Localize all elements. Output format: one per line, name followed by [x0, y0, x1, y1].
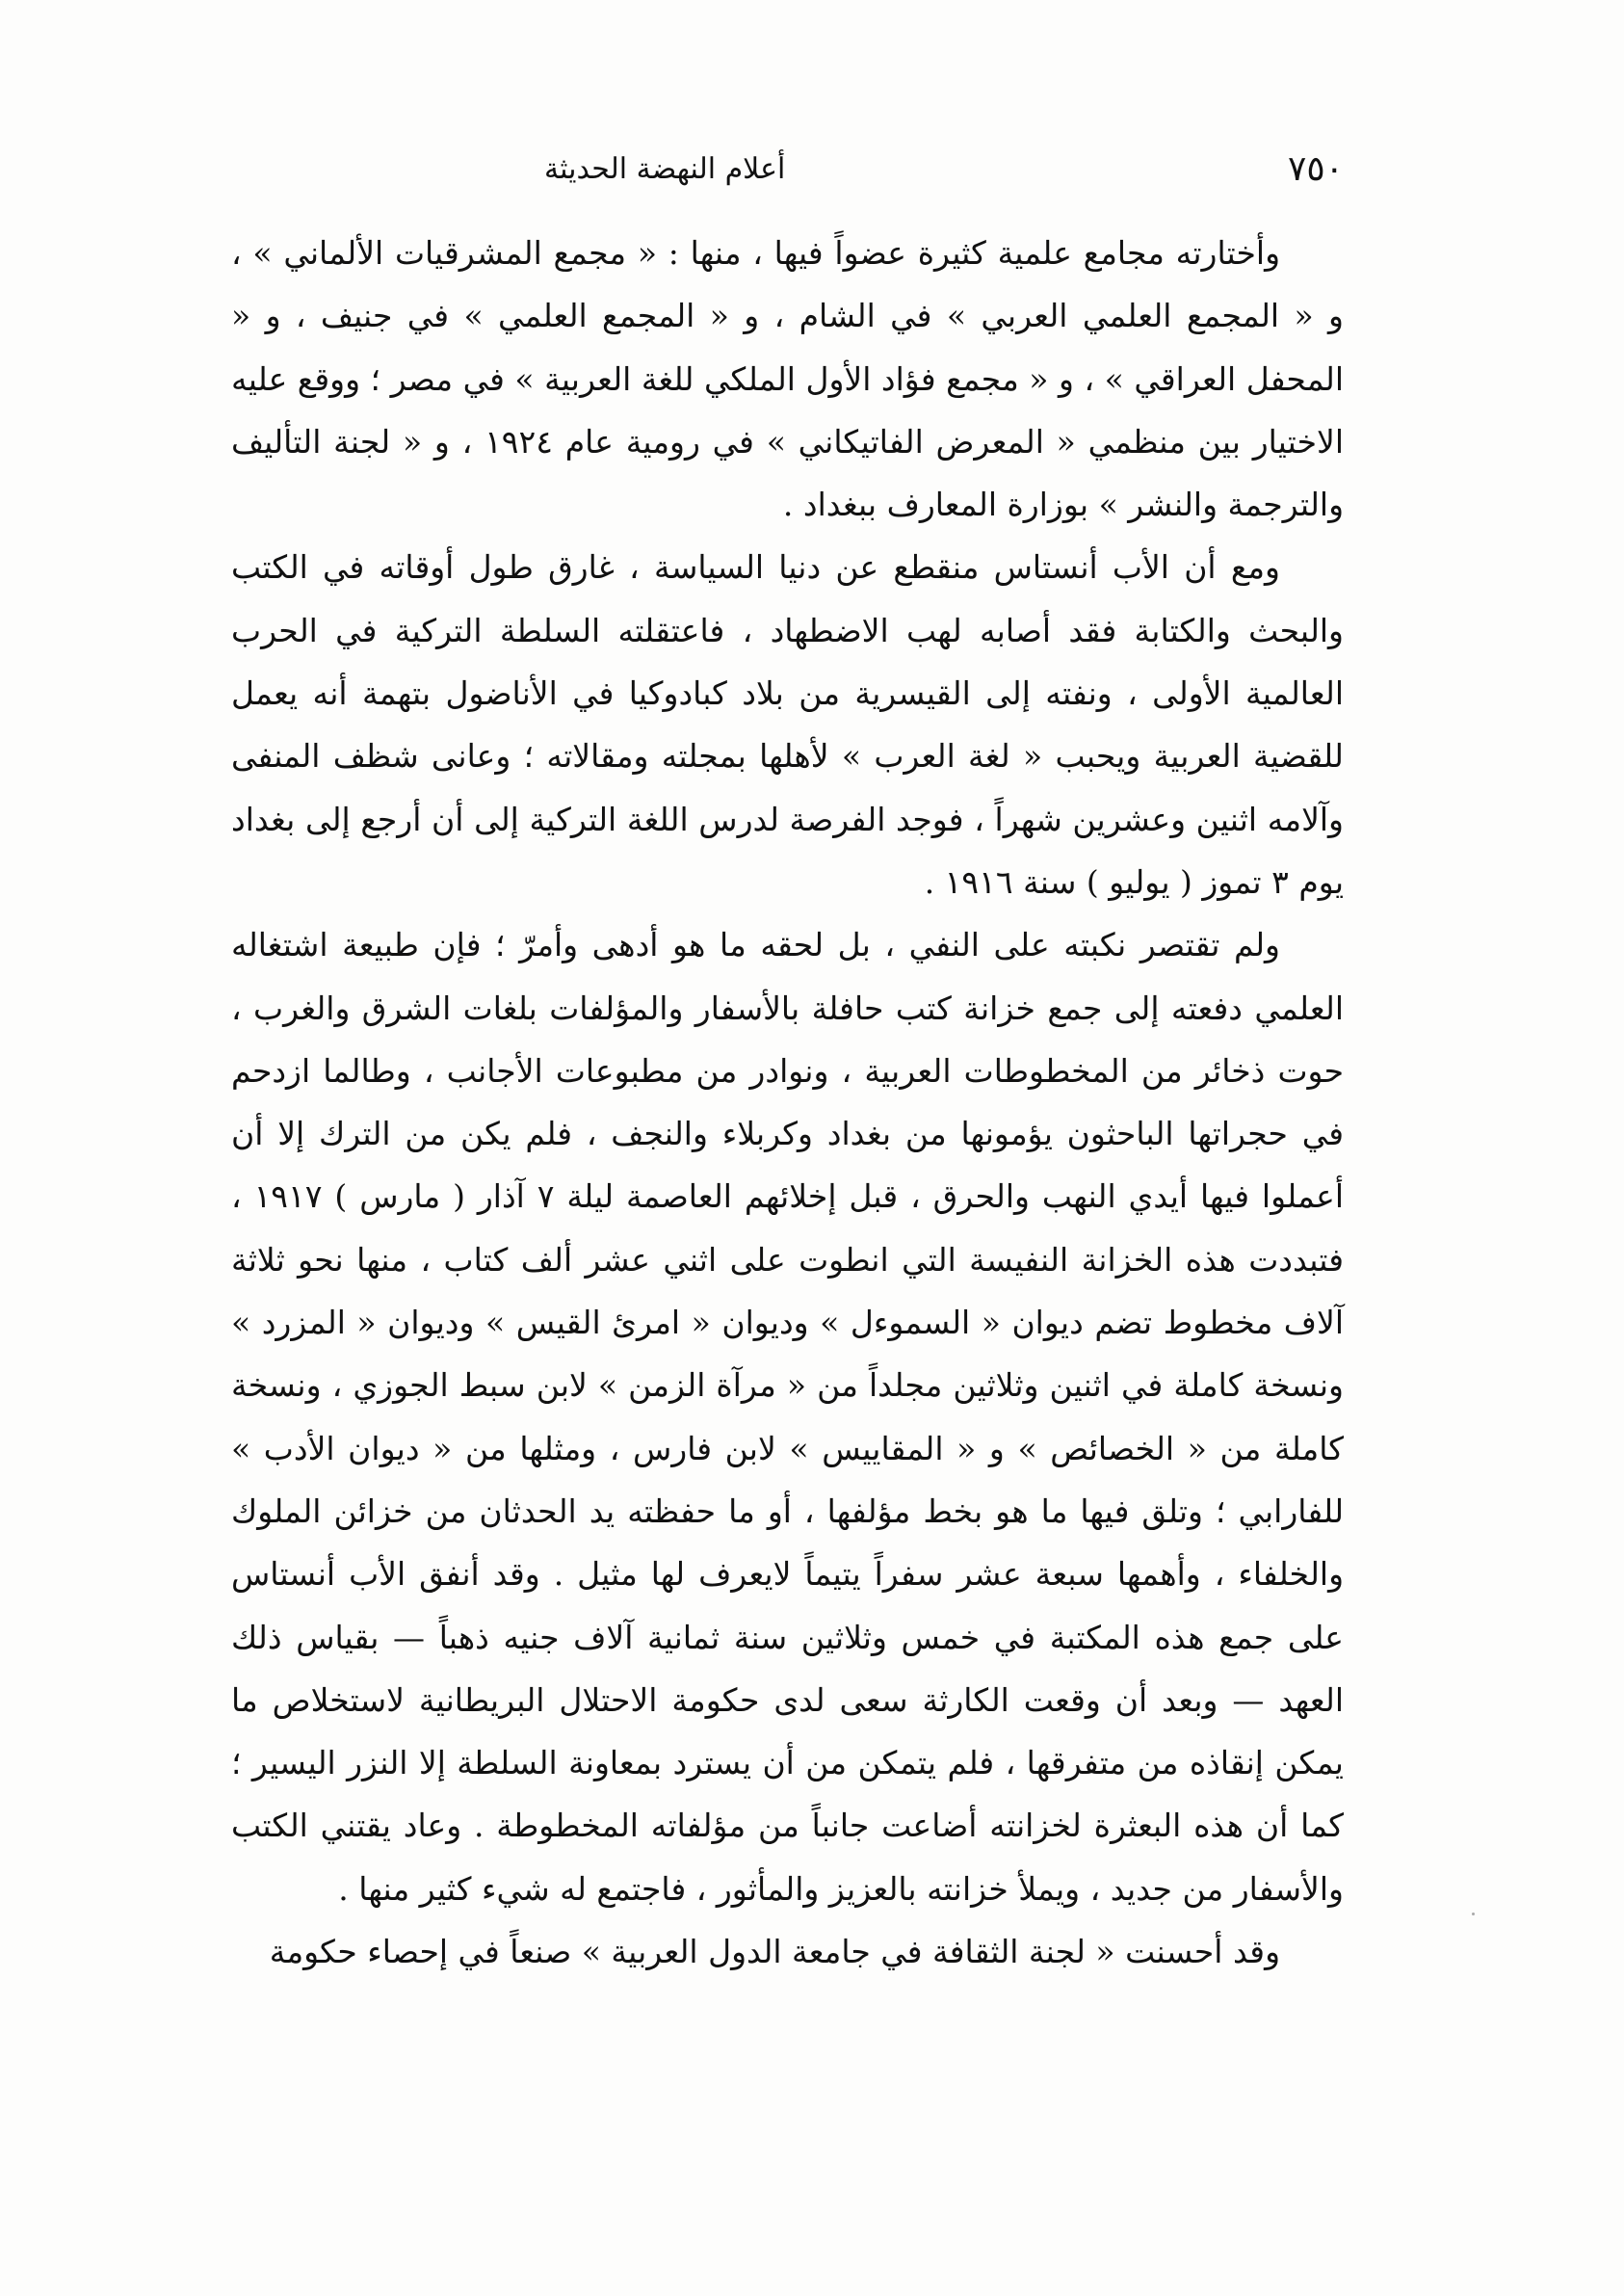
body-text — [231, 222, 1344, 1983]
paragraph-library: ولم تقتصر نكبته على النفي ، بل لحقه ما هو أدهى وأمرّ ؛ فإن طبيعة اشتغاله العلمي دفعته إلى جمع خزانة كتب حافلة بالأسفار والمؤلفات بلغات الشرق والغرب ، حوت ذخائر من المخطوطات العربية ، ونوادر من مطبوعات الأجانب ، وطالما ازدحم في حجراتها الباحثون يؤمونها من بغداد وكربلاء والنجف ، فلم يكن من الترك إلا أن أعملوا فيها أيدي النهب والحرق ، قبل إخلائهم العاصمة ليلة ٧ آذار ( مارس ) ١٩١٧ ، فتبددت هذه الخزانة النفيسة التي انطوت على اثني عشر ألف كتاب ، منها نحو ثلاثة آلاف مخطوط تضم ديوان « السموءل » وديوان « امرئ القيس » وديوان « المزرد » ونسخة كاملة في اثنين وثلاثين مجلداً من « مرآة الزمن » لابن سبط الجوزي ، ونسخة كاملة من « الخصائص » و « المقاييس » لابن فارس ، ومثلها من « ديوان الأدب » للفارابي ؛ وتلق فيها ما هو بخط مؤلفها ، أو ما حفظته يد الحدثان من خزائن الملوك والخلفاء ، وأهمها سبعة عشر سفراً يتيماً لايعرف لها مثيل . وقد أنفق الأب أنستاس على جمع هذه المكتبة في خمس وثلاثين سنة ثمانية آلاف جنيه ذهباً — بقياس ذلك العهد — وبعد أن وقعت الكارثة سعى لدى حكومة الاحتلال البريطانية لاستخلاص ما يمكن إنقاذه من متفرقها ، فلم يتمكن من أن يسترد بمعاونة السلطة إلا النزر اليسير ؛ كما أن هذه البعثرة لخزانته أضاعت جانباً من مؤلفاته المخطوطة . وعاد يقتني الكتب والأسفار من جديد ، ويملأ خزانته بالعزيز والمأثور ، فاجتمع له شيء كثير منها . — [231, 926, 1344, 1908]
page-number: ٧٥٠ — [1287, 148, 1344, 189]
paragraph-academies: وأختارته مجامع علمية كثيرة عضواً فيها ، منها : « مجمع المشرقيات الألماني » ، و « المجمع العلمي العربي » في الشام ، و « المجمع العلمي » في جنيف ، و « المحفل العراقي » ، و « مجمع فؤاد الأول الملكي للغة العربية » في مصر ؛ ووقع عليه الاختيار بين منظمي « المعرض الفاتيكاني » في رومية عام ١٩٢٤ ، و « لجنة التأليف والترجمة والنشر » بوزارة المعارف ببغداد . — [231, 234, 1344, 524]
running-title: أعلام النهضة الحديثة — [544, 151, 786, 186]
paragraph-exile: ومع أن الأب أنستاس منقطع عن دنيا السياسة ، غارق طول أوقاته في الكتب والبحث والكتابة فقد أصابه لهب الاضطهاد ، فاعتقلته السلطة التركية في الحرب العالمية الأولى ، ونفته إلى القيسرية من بلاد كبادوكيا في الأناضول بتهمة أنه يعمل للقضية العربية ويحبب « لغة العرب » لأهلها بمجلته ومقالاته ؛ وعانى شظف المنفى وآلامه اثنين وعشرين شهراً ، فوجد الفرصة لدرس اللغة التركية إلى أن أرجع إلى بغداد يوم ٣ تموز ( يوليو ) سنة ١٩١٦ . — [231, 548, 1344, 901]
paragraph-arab-league: وقد أحسنت « لجنة الثقافة في جامعة الدول العربية » صنعاً في إحصاء حكومة — [269, 1933, 1280, 1971]
page-header — [226, 140, 1344, 198]
scan-speck — [1472, 1913, 1475, 1915]
